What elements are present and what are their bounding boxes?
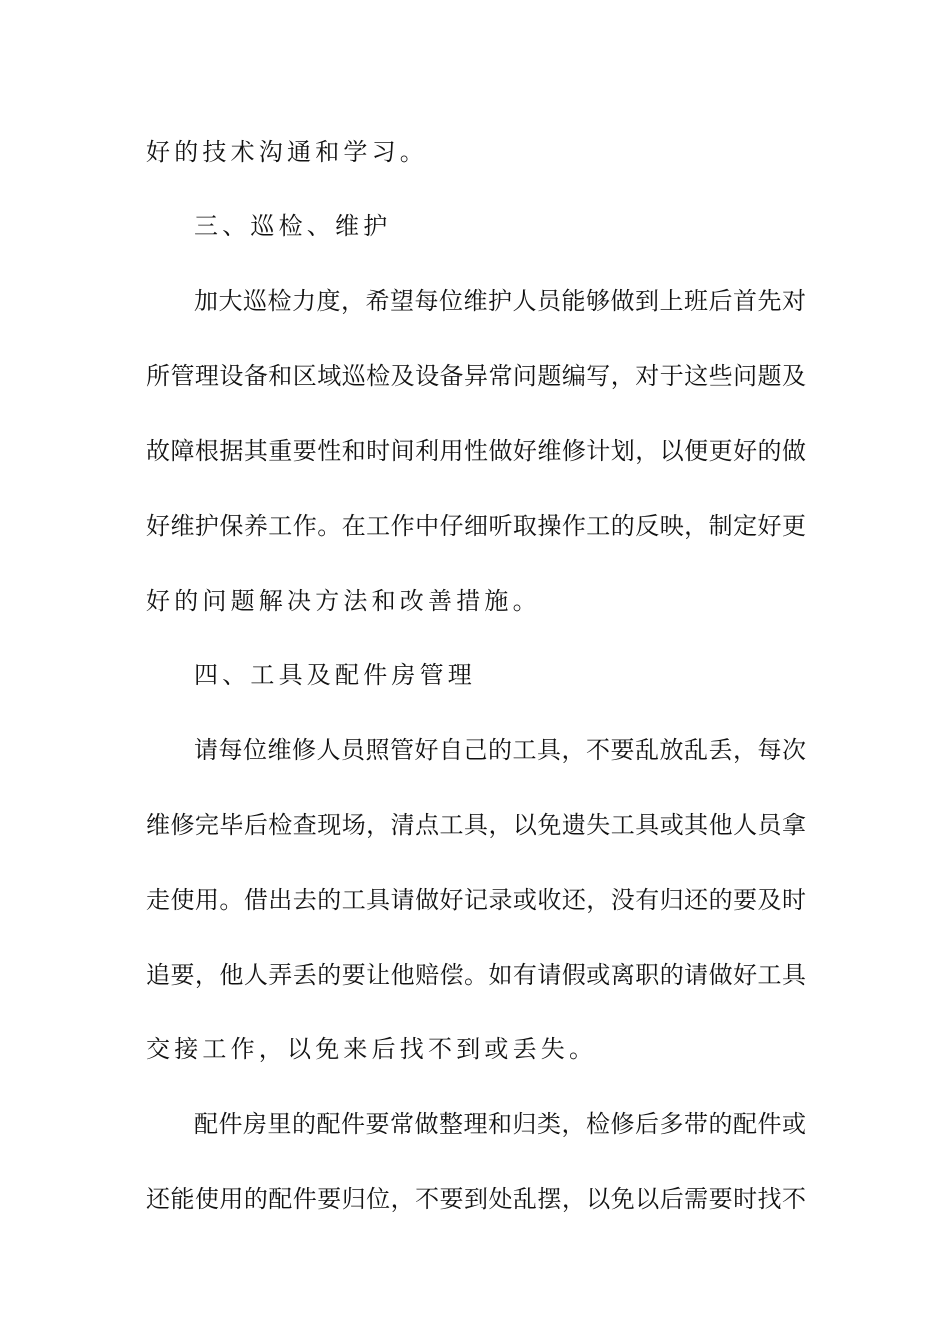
paragraph-line: 交接工作，以免来后找不到或丢失。 — [146, 1035, 598, 1063]
paragraph-line: 所管理设备和区域巡检及设备异常问题编写，对于这些问题及 — [146, 362, 806, 390]
section-heading: 四、工具及配件房管理 — [194, 661, 476, 689]
paragraph-line: 走使用。借出去的工具请做好记录或收还，没有归还的要及时 — [146, 886, 806, 914]
paragraph-line: 好维护保养工作。在工作中仔细听取操作工的反映，制定好更 — [146, 512, 806, 540]
paragraph-line: 还能使用的配件要归位，不要到处乱摆，以免以后需要时找不 — [146, 1185, 806, 1213]
paragraph-line: 故障根据其重要性和时间利用性做好维修计划，以便更好的做 — [146, 437, 806, 465]
paragraph-line: 请每位维修人员照管好自己的工具，不要乱放乱丢，每次 — [194, 736, 806, 764]
paragraph-line: 追要，他人弄丢的要让他赔偿。如有请假或离职的请做好工具 — [146, 961, 806, 989]
section-heading: 三、巡检、维护 — [194, 212, 392, 240]
paragraph-line: 维修完毕后检查现场，清点工具，以免遗失工具或其他人员拿 — [146, 811, 806, 839]
paragraph-line: 配件房里的配件要常做整理和归类，检修后多带的配件或 — [194, 1110, 806, 1138]
paragraph-line: 好的问题解决方法和改善措施。 — [146, 587, 541, 615]
paragraph-line: 好的技术沟通和学习。 — [146, 138, 428, 166]
paragraph-line: 加大巡检力度，希望每位维护人员能够做到上班后首先对 — [194, 287, 806, 315]
